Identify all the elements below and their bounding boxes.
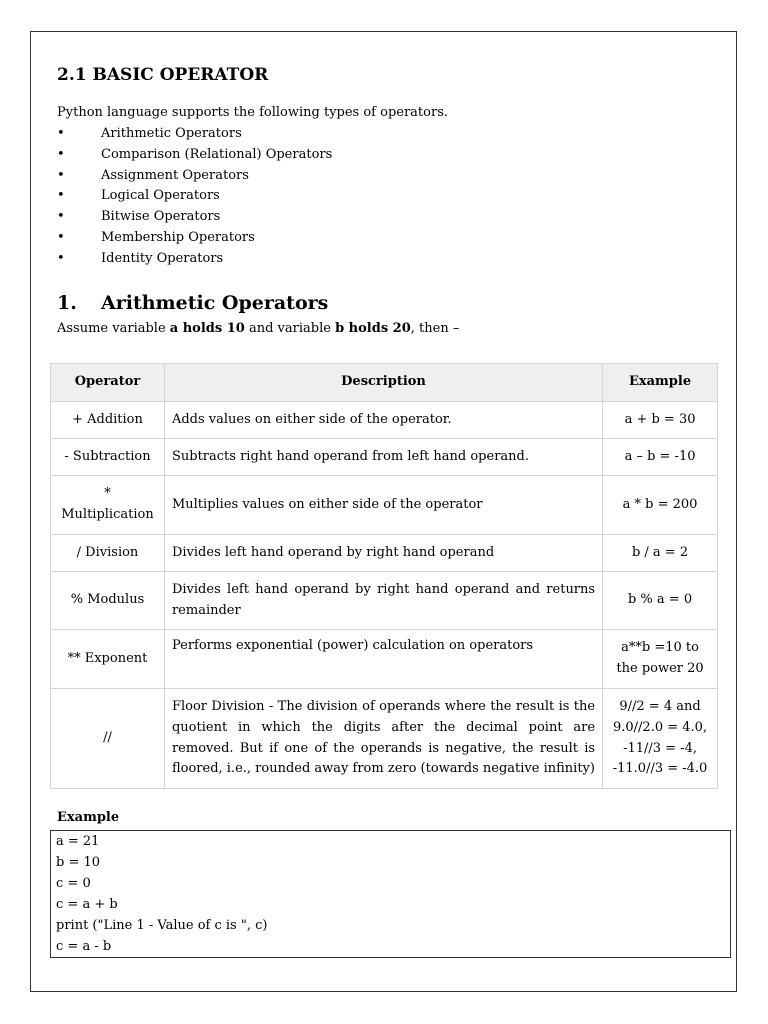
assume-text: Assume variable a holds 10 and variable b holds 20, then –	[57, 321, 460, 336]
description-cell: Divides left hand operand by right hand operand	[164, 535, 602, 572]
bullet-icon: •	[57, 229, 65, 245]
description-cell: Floor Division - The division of operands where the result is the quotient in which the digits after the decimal point are removed. But if one of the operands is negative, the result is floored, i.e., rounded away from zero (towards negative infinity)	[164, 689, 602, 789]
bullet-icon: •	[57, 188, 65, 204]
description-cell: Multiplies values on either side of the operator	[164, 476, 602, 535]
section-number: 1.	[57, 292, 77, 314]
code-line: print ("Line 1 - Value of c is ", c)	[56, 918, 268, 933]
description-cell: Performs exponential (power) calculation on operators	[164, 630, 602, 689]
operator-cell: - Subtraction	[51, 439, 165, 476]
operator-cell: * Multiplication	[51, 476, 165, 535]
description-cell: Divides left hand operand by right hand operand and returns remainder	[164, 572, 602, 630]
header-example: Example	[603, 364, 718, 402]
code-line: c = a - b	[56, 939, 112, 954]
operator-cell: % Modulus	[51, 572, 165, 630]
header-description: Description	[164, 364, 602, 402]
table-row	[51, 630, 718, 689]
description-cell: Subtracts right hand operand from left hand operand.	[164, 439, 602, 476]
bullet-icon: •	[57, 209, 65, 225]
example-cell: a * b = 200	[603, 476, 718, 535]
bullet-icon: •	[57, 126, 65, 141]
table-row	[51, 535, 718, 572]
example-cell: a**b =10 to the power 20	[603, 630, 718, 689]
example-cell: a – b = -10	[603, 439, 718, 476]
table-row	[51, 439, 718, 476]
code-line: a = 21	[56, 834, 100, 849]
code-example-box	[50, 830, 731, 958]
intro-text: Python language supports the following types of operators.	[57, 105, 448, 120]
bullet-icon: •	[57, 250, 65, 266]
operator-cell: ** Exponent	[51, 630, 165, 689]
bullet-icon: •	[57, 167, 65, 183]
table-header-row	[51, 364, 718, 402]
example-label: Example	[57, 810, 120, 825]
operator-cell: + Addition	[51, 402, 165, 439]
bullet-icon: •	[57, 146, 65, 162]
example-cell: a + b = 30	[603, 402, 718, 439]
table-row	[51, 689, 718, 789]
code-line: c = 0	[56, 876, 91, 891]
page-title: 2.1 BASIC OPERATOR	[57, 65, 269, 85]
example-cell: b / a = 2	[603, 535, 718, 572]
section-title: Arithmetic Operators	[101, 292, 329, 314]
example-cell: 9//2 = 4 and 9.0//2.0 = 4.0, -11//3 = -4, -11.0//3 = -4.0	[603, 689, 718, 789]
table-row	[51, 402, 718, 439]
section-heading	[57, 292, 328, 314]
example-cell: b % a = 0	[603, 572, 718, 630]
table-row	[51, 572, 718, 630]
table-row	[51, 476, 718, 535]
code-line: b = 10	[56, 855, 101, 870]
description-cell: Adds values on either side of the operator.	[164, 402, 602, 439]
operator-cell: / Division	[51, 535, 165, 572]
header-operator: Operator	[51, 364, 165, 402]
operator-cell: //	[51, 689, 165, 789]
code-line: c = a + b	[56, 897, 118, 912]
arithmetic-operators-table	[50, 363, 718, 789]
